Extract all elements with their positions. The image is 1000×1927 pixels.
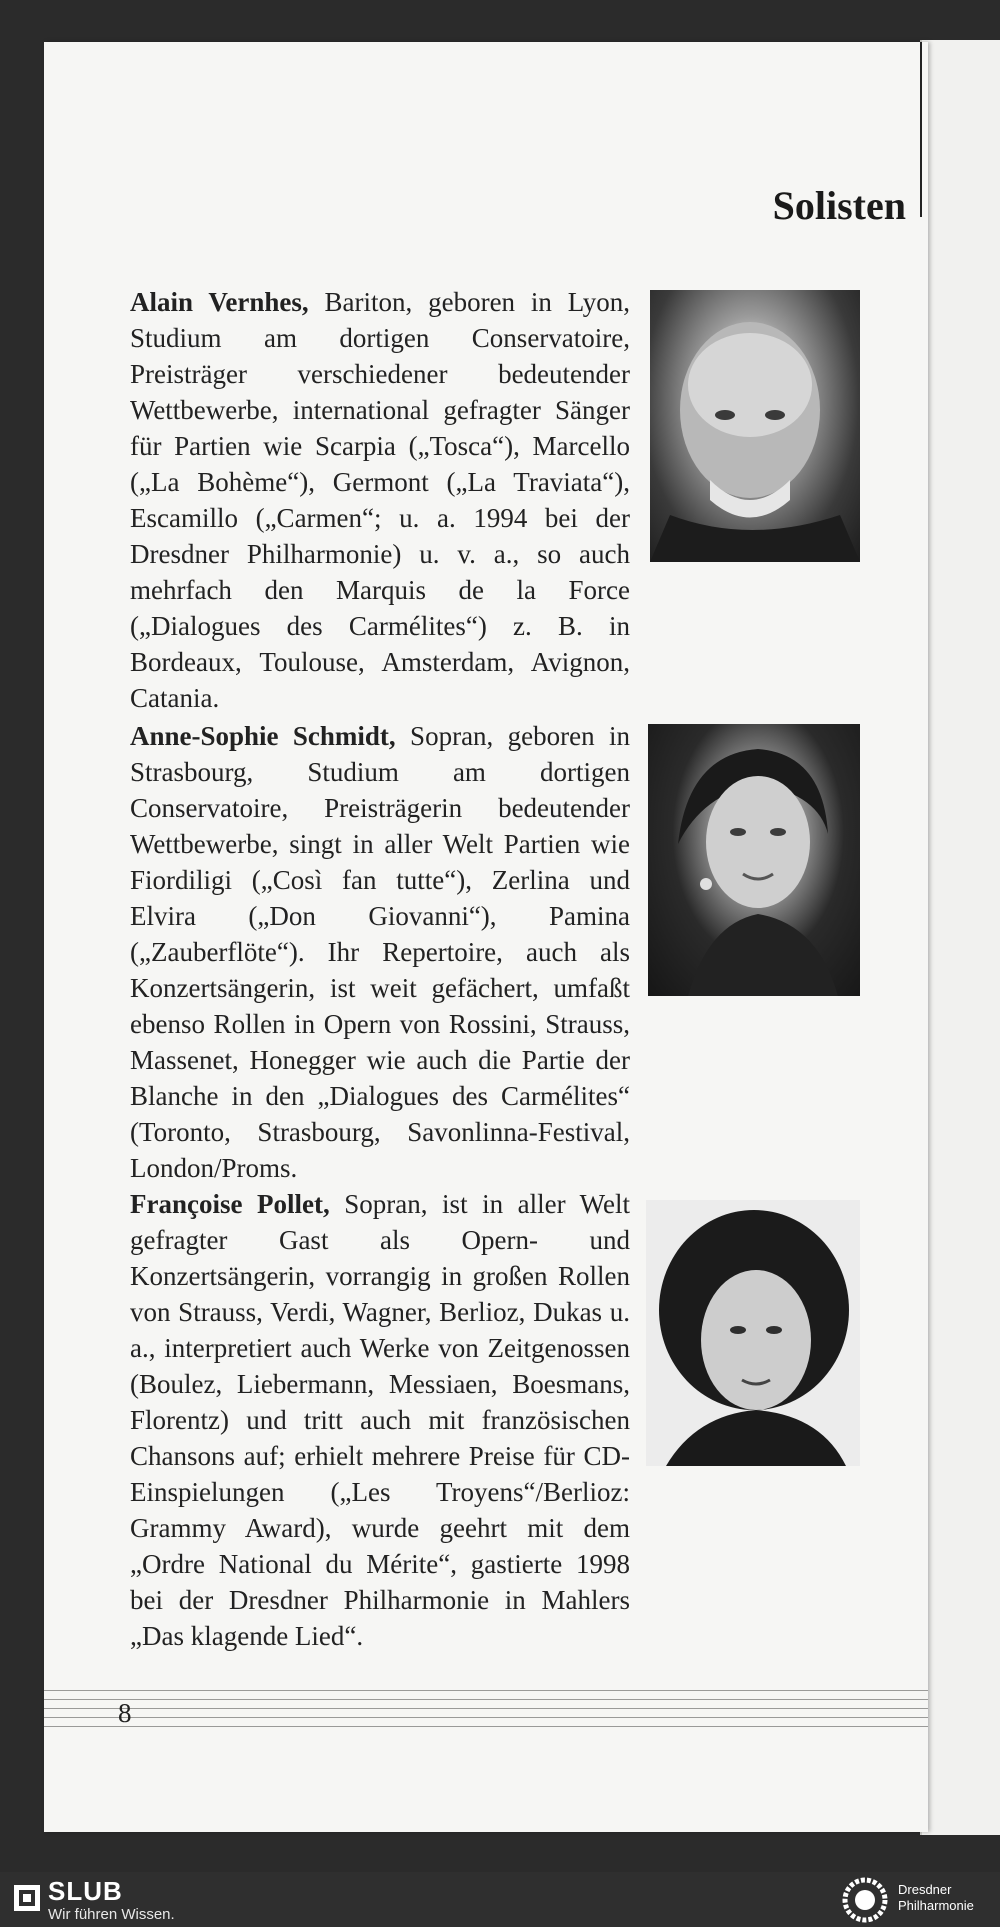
staff-line — [44, 1726, 928, 1727]
staff-line — [44, 1690, 928, 1691]
document-page — [44, 42, 928, 1832]
page-fold-line — [920, 42, 922, 217]
back-page-edge — [920, 40, 1000, 1835]
staff-line — [44, 1708, 928, 1709]
dresdner-philharmonie-logo-icon[interactable] — [842, 1877, 888, 1923]
portrait-photo-schmidt — [648, 724, 860, 996]
soloist-name: Anne-Sophie Schmidt, — [130, 721, 396, 751]
soloist-text: Sopran, ist in aller Welt gefragter Gast als Opern- und Konzertsängerin, vorrangig in großen Rollen von Strauss, Verdi, Wagner, Berlioz, Dukas u. a., interpretiert auch Werke von Zeitgenossen (Boulez, Liebermann, Messiaen, Boesmans, Florentz) und tritt auch mit französischen Chansons auf; erhielt mehrere Preise für CD-Einspielungen („Les Troyens“/Berlioz: Grammy Award), wurde geehrt mit dem „Ordre National du Mérite“, gastierte 1998 bei der Dresdner Philharmonie in Mahlers „Das klagende Lied“. — [130, 1189, 630, 1651]
partner-name — [898, 1882, 974, 1914]
page-number: 8 — [118, 1698, 132, 1728]
staff-line — [44, 1699, 928, 1700]
slub-logo-icon — [14, 1885, 40, 1911]
viewer-footer — [0, 1872, 1000, 1927]
soloist-bio-vernhes — [130, 284, 630, 716]
staff-line — [44, 1717, 928, 1718]
soloist-name: Françoise Pollet, — [130, 1189, 330, 1219]
soloist-text: Sopran, geboren in Strasbourg, Studium am dortigen Conservatoire, Preisträgerin bedeutender Wettbewerbe, singt in aller Welt Partien wie Fiordiligi („Così fan tutte“), Zerlina und Elvira („Don Giovanni“), Pamina („Zauberflöte“). Ihr Repertoire, auch als Konzertsängerin, ist weit gefächert, umfaßt ebenso Rollen in Opern von Rossini, Strauss, Massenet, Honegger wie auch die Partie der Blanche in den „Dialogues des Carmélites“ (Toronto, Strasbourg, Savonlinna-Festival, London/Proms. — [130, 721, 631, 1183]
partner-name-line2: Philharmonie — [898, 1898, 974, 1913]
library-slogan: Wir führen Wissen. — [48, 1906, 175, 1923]
soloist-bio-pollet — [130, 1186, 630, 1654]
portrait-photo-pollet — [646, 1200, 860, 1466]
library-name[interactable]: SLUB — [48, 1876, 123, 1906]
soloist-text: Bariton, geboren in Lyon, Studium am dortigen Conservatoire, Preisträger verschiedener bedeutender Wettbewerbe, international gefragter Sänger für Partien wie Scarpia („Tosca“), Marcello („La Bohème“), Germont („La Traviata“), Escamillo („Carmen“; u. a. 1994 bei der Dresdner Philharmonie) u. v. a., so auch mehrfach den Marquis de la Force („Dialogues des Carmélites“) z. B. in Bordeaux, Toulouse, Amsterdam, Avignon, Catania. — [130, 287, 631, 713]
soloist-name: Alain Vernhes, — [130, 287, 309, 317]
section-title: Solisten — [772, 183, 906, 228]
music-staff-divider — [44, 1690, 928, 1736]
portrait-photo-vernhes — [650, 290, 860, 562]
soloist-bio-schmidt — [130, 718, 630, 1186]
partner-name-line1: Dresdner — [898, 1882, 952, 1897]
